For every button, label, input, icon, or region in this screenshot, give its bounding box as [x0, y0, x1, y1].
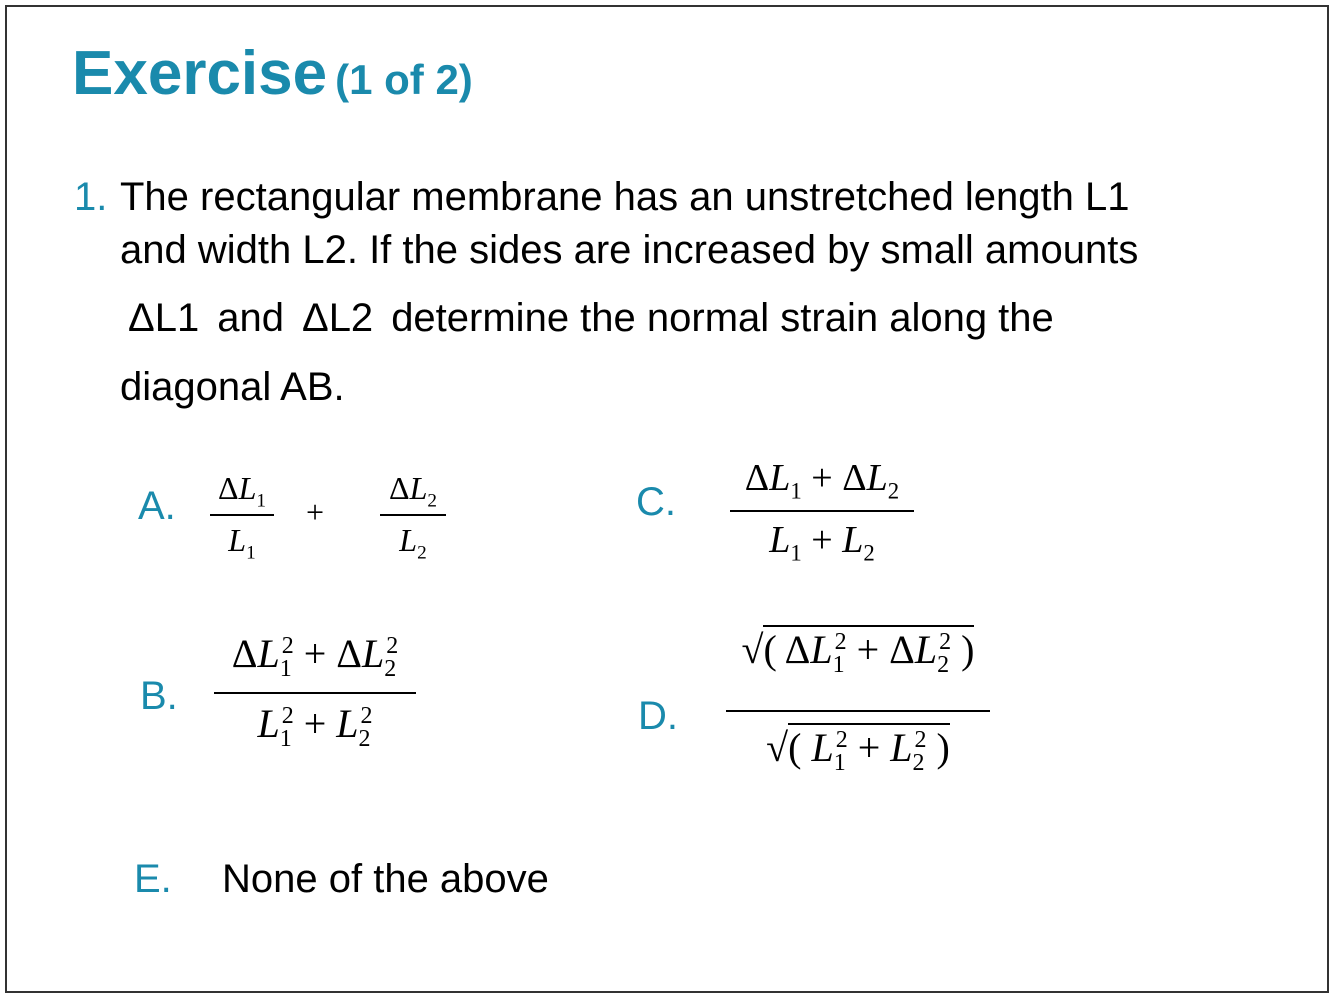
question-line-4: diagonal AB. [120, 365, 345, 409]
option-a-label: A. [138, 484, 176, 528]
and-text: and [217, 296, 284, 340]
option-a-fraction-1: $\Delta L_1$ $L_1$ [210, 470, 274, 570]
option-d-label: D. [638, 694, 678, 738]
option-a-fraction-2: $\Delta L_2$ $L_2$ [380, 470, 446, 570]
option-a-plus: + [306, 494, 325, 530]
question-line-3 [128, 296, 1054, 341]
slide-title [72, 38, 473, 109]
question-line-3-rest: determine the normal strain along the [391, 296, 1054, 340]
title-main: Exercise [72, 39, 328, 108]
option-e-label: E. [134, 857, 172, 901]
option-b-formula: $\Delta L_1^2 + \Delta L_2^2$ $L_1^2 + L_2^2$ [214, 630, 416, 770]
title-subtitle: (1 of 2) [335, 56, 473, 103]
question-number: 1. [74, 175, 108, 219]
option-e-text: None of the above [222, 857, 549, 901]
delta-l2-symbol: ΔL2 [301, 296, 374, 340]
option-b-label: B. [140, 674, 178, 718]
option-c-formula: $\Delta L_1 + \Delta L_2$ $L_1 + L_2$ [730, 456, 914, 572]
option-c-label: C. [636, 480, 676, 524]
option-d-formula: √( $\Delta L_1^2 + \Delta L_2^2$ ) √( $L_1^2 + L_2^2$ ) [726, 620, 990, 810]
question-line-2: and width L2. If the sides are increased by small amounts [120, 228, 1139, 272]
question-line-1: The rectangular membrane has an unstretched length L1 [120, 175, 1130, 219]
delta-l1-symbol: ΔL1 [128, 296, 200, 340]
